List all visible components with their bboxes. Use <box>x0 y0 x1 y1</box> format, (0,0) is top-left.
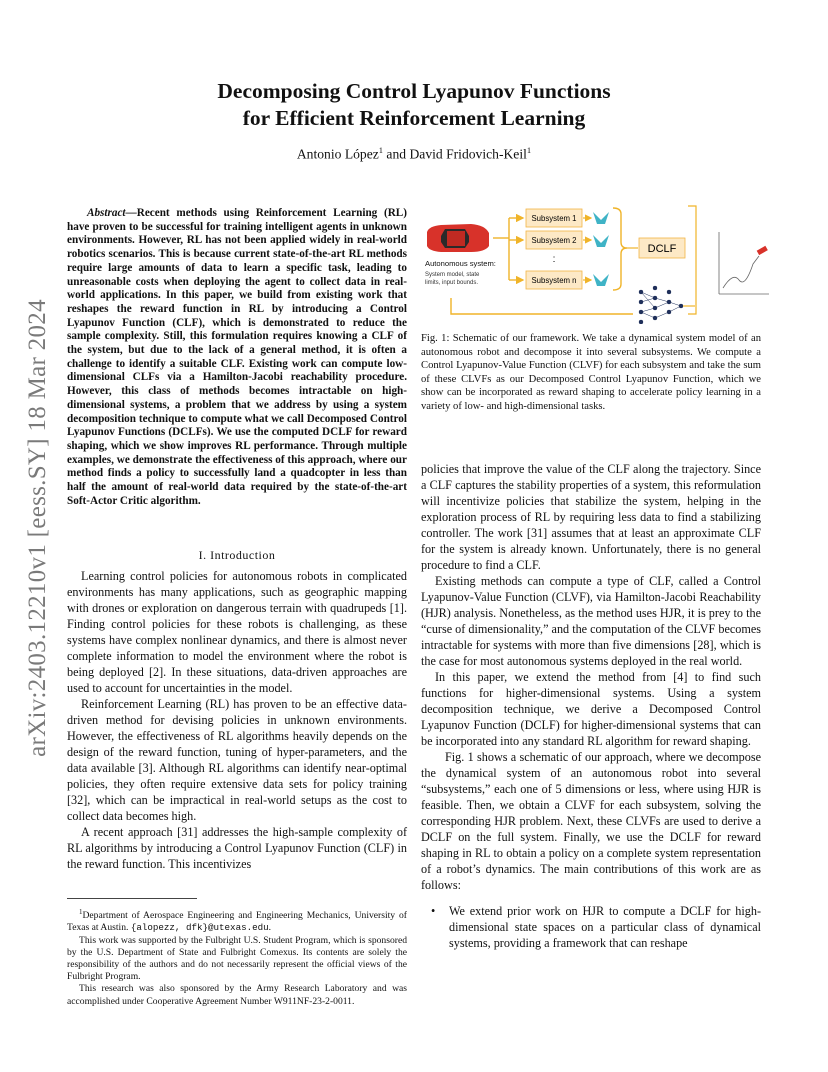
right-column-body <box>421 461 761 951</box>
contributions-list <box>421 903 761 951</box>
footnote-mark: 1 <box>79 908 83 916</box>
trajectory-plot-icon <box>719 232 769 294</box>
footnote-affiliation <box>67 906 407 935</box>
arxiv-stamp <box>14 278 62 778</box>
contribution-item: • We extend prior work on HJR to compute a DCLF for high-dimensional state spaces on a particular class of dynamical systems, providing a framework that can reshape <box>421 903 761 951</box>
subsystem-n-label: Subsystem n <box>531 276 577 285</box>
figure-1 <box>421 202 771 324</box>
subsystem-2-label: Subsystem 2 <box>531 236 577 245</box>
intro-paragraph: Learning control policies for autonomous robots in complicated environments has many applications, such as geographic mapping with drones or exploration on dangerous terrain with quadrupeds [1]. Finding control policies for these robots is challenging, as these systems have complex nonlinear dynamics, and there is almost never complete information to model the environment where the robot is being deployed [2]. In these situations, data-driven approaches are used to account for uncertainties in the model. <box>67 569 407 695</box>
dclf-label: DCLF <box>647 243 677 255</box>
figure-1-schematic <box>421 202 771 324</box>
title-line-1: Decomposing Control Lyapunov Functions <box>217 79 611 103</box>
body-paragraph: Fig. 1 shows a schematic of our approach, where we decompose the dynamical system of an autonomous robot into several “subsystems,” each one of 5 dimensions or less, where using HJR is feasible. Then, we obtain a CLVF for each subsystem, solving the corresponding HJR problem. Next, these CLVFs are used to derive a DCLF on the full system. Finally, we use the DCLF for reward shaping in RL to obtain a policy on a complete system representation of a robot’s dynamics. The main contributions of this work are as follows: <box>421 750 761 892</box>
intro-paragraph: A recent approach [31] addresses the high-sample complexity of RL algorithms by introducing a Control Lyapunov Function (CLF) in the reward function. This incentivizes <box>67 825 407 871</box>
section-heading: I. Introduction <box>198 548 276 562</box>
footnote-support-2: This research was also sponsored by the Army Research Laboratory and was accomplished under Cooperative Agreement Number W911NF-23-2-0011. <box>67 983 407 1007</box>
system-sublabel-1: System model, state <box>425 272 480 278</box>
footnote-support-1: This work was supported by the Fulbright U.S. Student Program, which is sponsored by the U.S. Department of State and Fulbright Comexus. Its contents are solely the responsibility of the authors and do not necessarily represent the official views of the Fulbright Program. <box>67 934 407 983</box>
decomposition-arrows <box>493 218 523 280</box>
author-list <box>70 145 758 163</box>
system-sublabel-2: limits, input bounds. <box>425 280 479 286</box>
footnote-emails: {alopezz, dfk}@utexas.edu <box>130 922 269 934</box>
footnote-rule <box>67 898 197 899</box>
car-icon <box>427 224 489 252</box>
abstract-label: Abstract <box>87 207 126 219</box>
intro-body <box>67 568 407 872</box>
author-2: David Fridovich-Keil <box>409 146 527 162</box>
system-label: Autonomous system: <box>425 259 496 268</box>
subsystem-arrows <box>583 218 591 280</box>
footnote-affil-text: Department of Aerospace Engineering and Engineering Mechanics, University of Texas at Austin. <box>67 910 407 934</box>
footnotes <box>67 906 407 1008</box>
body-paragraph: In this paper, we extend the method from [4] to find such functions for higher-dimensional systems. Using a system decomposition technique, we derive a Decomposed Control Lyapunov Function (DCLF) for higher-dimensional systems that can be incorporated into any standard RL algorithm for reward shaping. <box>421 670 761 748</box>
intro-paragraph: Reinforcement Learning (RL) has proven to be an effective data-driven method for devising policies in unknown environments. However, the effectiveness of RL algorithms heavily depends on the design of the reward function, tuning of hyper-parameters, and the data available [3]. Although RL algorithms can identify near-optimal policies, they often require extensive data sets for policy training [32], which can be impractical in real-world setups as the cost to collect data becomes high. <box>67 697 407 823</box>
environment-bracket <box>688 206 696 314</box>
figure-1-caption: Fig. 1: Schematic of our framework. We take a dynamical system model of an autonomous robot and decompose it into several subsystems. We compute a Control Lyapunov-Value Function (CLVF) for each subsystem and take the sum of these CLVFs as our Decomposed Control Lyapunov Function, which we show can be incorporated as reward shaping to accelerate policy learning in a variety of low- and high-dimensional tasks. <box>421 333 761 412</box>
abstract <box>67 207 407 508</box>
author-connector: and <box>383 146 410 162</box>
affil-mark-2: 1 <box>526 145 532 155</box>
body-paragraph: policies that improve the value of the CLF along the trajectory. Since a CLF captures the stability properties of a system, this reformulation will incentivize policies that stabilize the system, helping in the exploration process of RL by requiring less data to find a stabilizing controller. The work [31] assumes that at least an approximate CLF for the system is already known. Unfortunately, there is no general procedure to find a CLF. <box>421 462 761 572</box>
affil-mark-1: 1 <box>378 145 384 155</box>
footnote-affil-end: . <box>268 922 272 934</box>
arxiv-stamp-text: arXiv:2403.12210v1 [eess.SY] 18 Mar 2024 <box>24 299 51 757</box>
sum-brace <box>613 208 627 290</box>
policy-arrow <box>451 298 633 314</box>
title-line-2: for Efficient Reinforcement Learning <box>242 106 586 130</box>
paper-title <box>70 78 758 132</box>
value-function-icon <box>593 274 609 286</box>
value-function-icon <box>593 212 609 224</box>
value-function-icon <box>593 235 609 247</box>
author-1: Antonio López <box>296 146 379 162</box>
body-paragraph: Existing methods can compute a type of CLF, called a Control Lyapunov-Value Function (CLVF), via Hamilton-Jacobi Reachability (HJR) analysis. Nonetheless, as the method uses HJR, it is prey to the “curse of dimensionality,” and the computation of the CLVF becomes intractable for systems with more than five dimensions [28], which is the case for most autonomous systems deployed in the real world. <box>421 574 761 668</box>
subsystem-ellipsis: : <box>552 254 556 265</box>
neural-network-icon <box>639 286 683 324</box>
abstract-text: —Recent methods using Reinforcement Learning (RL) have proven to be successful for training intelligent agents in unknown environments. However, RL has not been applied widely in real-world robotics scenarios. This is because current state-of-the-art RL methods require large amounts of data to learn a specific task, leading to unreasonable costs when deploying the agent to collect data in real-world applications. In this paper, we build from existing work that reshapes the reward function in RL by introducing a Control Lyapunov Function (CLF), which is demonstrated to reduce the sample complexity. Still, this formulation requires knowing a CLF of the system, but due to the lack of a general method, it is often a challenge to identify a suitable CLF. Existing work can compute low-dimensional CLFs via a Hamilton-Jacobi reachability procedure. However, this class of methods becomes intractable on high-dimensional systems, a problem that we address by using a system decomposition technique to compute what we call Decomposed Control Lyapunov Functions (DCLFs). We use the computed DCLF for reward shaping, which we show improves RL performance. Through multiple examples, we demonstrate the effectiveness of this approach, where our method finds a policy to successfully land a quadcopter in less than half the amount of real-world data required by the state-of-the-art Soft-Actor Critic algorithm. <box>67 207 407 507</box>
subsystem-1-label: Subsystem 1 <box>531 214 577 223</box>
